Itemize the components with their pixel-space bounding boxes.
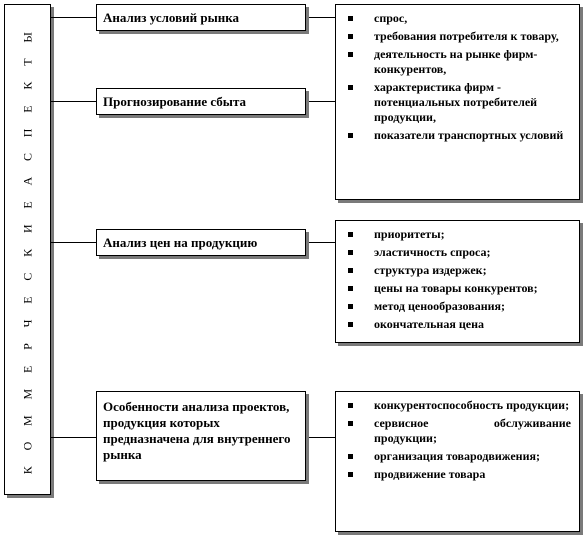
connector-left-3 [51,242,96,243]
list-item: эластичность спроса; [344,245,571,260]
commercial-aspects-label: К О М М Е Р Ч Е С К И Е А С П Е К Т Ы [20,25,34,474]
price-analysis-box [96,229,306,256]
market-conditions-box [96,4,306,31]
connector-left-4 [51,437,96,438]
list-item: показатели транспортных условий [344,128,571,143]
sales-forecast-box [96,88,306,115]
list-item: продвижение товара [344,467,571,482]
list-item: спрос, [344,11,571,26]
connector-right-1 [306,17,335,18]
list-item: окончательная цена [344,317,571,332]
domestic-market-label: Особенности анализа проектов, продукция которых предназначена для внутреннего рынка [103,399,291,462]
list-item: характеристика фирм - потенциальных потребителей продукции, [344,80,571,125]
list-item: приоритеты; [344,227,571,242]
connector-left-2 [51,101,96,102]
list-item: конкурентоспособность продукции; [344,398,571,413]
list-item: метод ценообразования; [344,299,571,314]
market-conditions-label: Анализ условий рынка [103,9,240,25]
list-item: деятельность на рынке фирм-конкурентов, [344,47,571,77]
connector-left-1 [51,17,96,18]
connector-right-3 [306,242,335,243]
sales-forecast-label: Прогнозирование сбыта [103,93,246,109]
connector-right-4 [306,437,335,438]
price-analysis-list-box [335,220,580,343]
domestic-market-list-box [335,391,580,532]
list-item: требования потребителя к товару, [344,29,571,44]
list-item: сервисное обслуживание продукции; [344,416,571,446]
price-analysis-label: Анализ цен на продукцию [103,234,258,250]
connector-right-2 [306,101,335,102]
list-item: структура издержек; [344,263,571,278]
commercial-aspects-box [4,4,51,495]
list-item: организация товародвижения; [344,449,571,464]
list-item: цены на товары конкурентов; [344,281,571,296]
domestic-market-box [96,391,306,481]
market-conditions-list-box [335,4,580,200]
